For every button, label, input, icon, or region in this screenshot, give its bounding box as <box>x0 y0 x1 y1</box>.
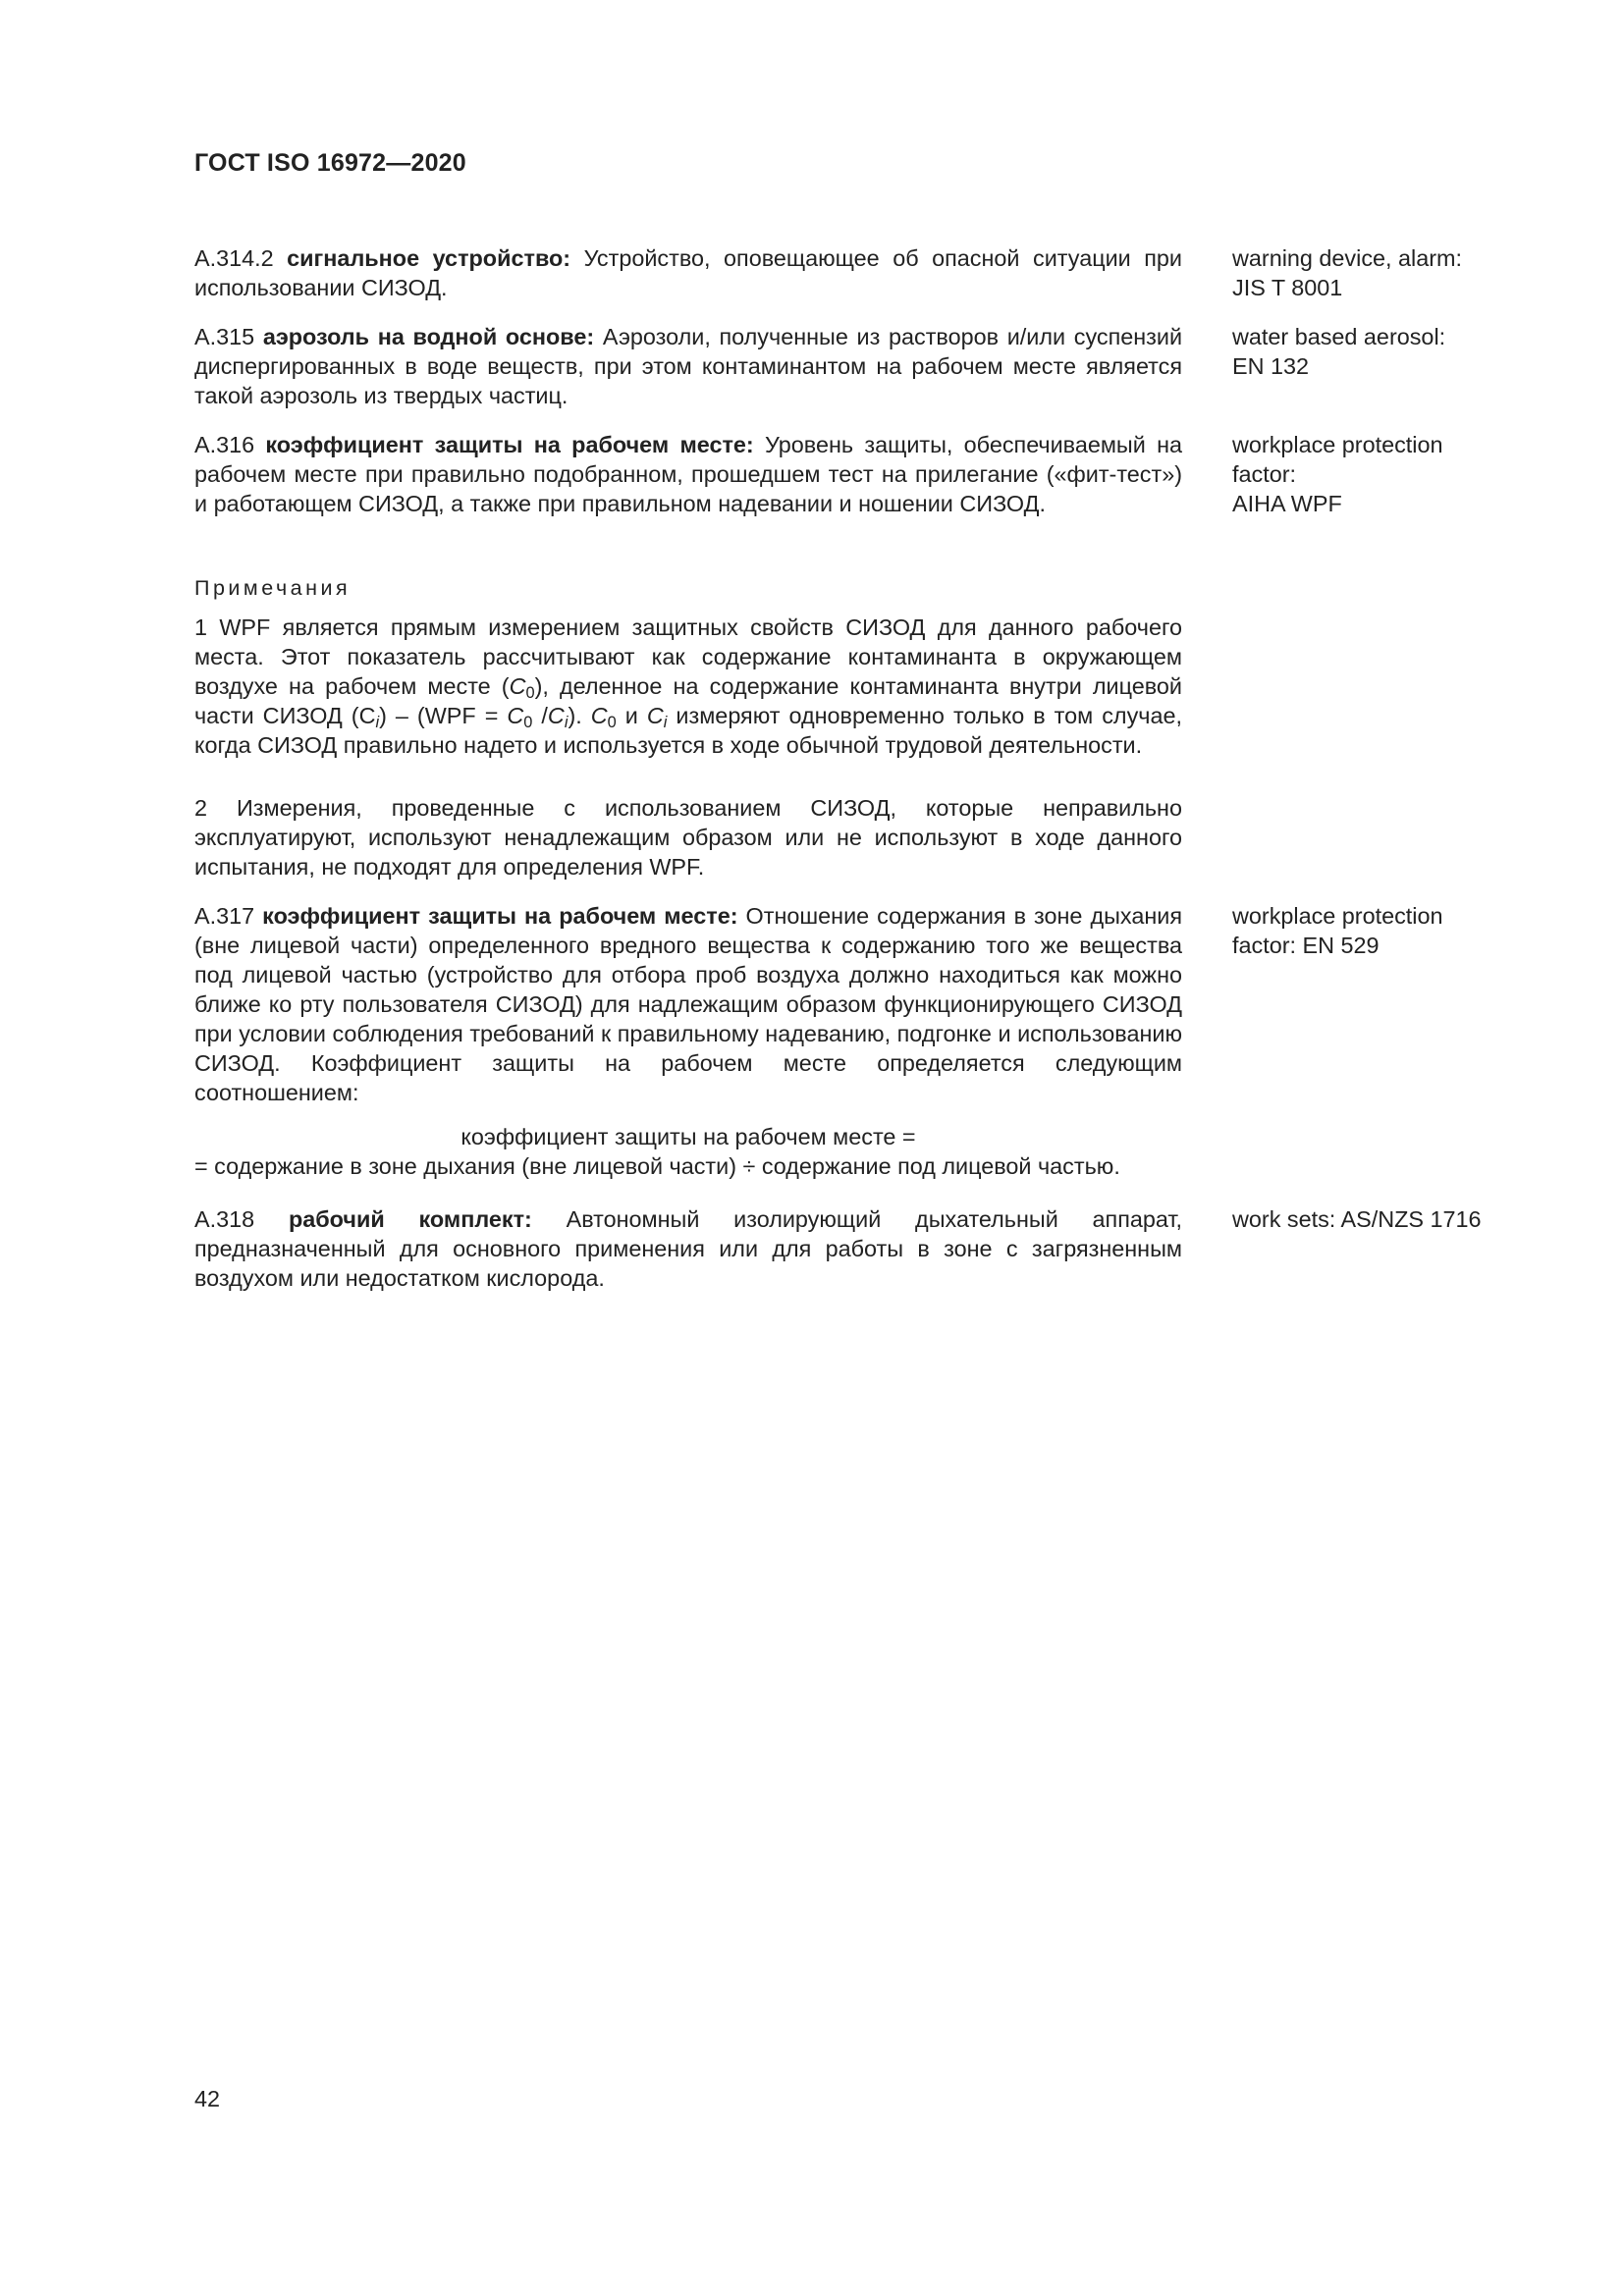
english-term-line: factor: EN 529 <box>1232 933 1380 958</box>
entry-number: A.314.2 <box>194 245 274 271</box>
entry-definition: Уровень защиты, обеспечиваемый на рабочем месте при правильно подобранном, прошедшем тест на прилегание («фит-тест») и работающем СИЗОД, а также при правильном надевании и ношении СИЗОД. <box>194 432 1182 516</box>
entry-term: коэффициент защиты на рабочем месте: <box>265 432 754 457</box>
entry-term: аэрозоль на водной основе: <box>262 324 595 349</box>
entry-a316-english-term <box>1232 430 1527 518</box>
entry-a314-2 <box>194 243 1182 302</box>
english-term-line: water based aerosol: <box>1232 324 1446 349</box>
english-term-line: AIHA WPF <box>1232 491 1342 516</box>
entry-a315 <box>194 322 1182 410</box>
entry-number: A.317 <box>194 903 255 929</box>
entry-number: A.316 <box>194 432 255 457</box>
entry-term: рабочий комплект: <box>288 1206 532 1232</box>
page-number: 42 <box>194 2086 221 2111</box>
entry-a318 <box>194 1204 1182 1293</box>
entry-definition: Аэрозоли, полученные из растворов и/или суспензий диспергированных в воде веществ, при этом контаминантом на рабочем месте является такой аэрозоль из твердых частиц. <box>194 324 1183 408</box>
note-1: 1 WPF является прямым измерением защитных свойств СИЗОД для данного рабочего места. Этот показатель рассчитывают как содержание контаминанта в окружающем воздухе на рабочем месте $(C_0)$, деленное на содержание контаминанта внутри лицевой части СИЗОД $(С_i) - (WPF = C_0$ $/C_i$). $C_0$ и $C_i$ измеряют одновременно только в том случае, когда СИЗОД правильно надето и используется в ходе обычной трудовой деятельности. <box>194 614 1182 758</box>
english-term-line: warning device, alarm: <box>1232 245 1463 271</box>
entry-definition: Устройство, оповещающее об опасной ситуации при использовании СИЗОД. <box>194 245 1182 300</box>
entry-a317-english-term <box>1232 901 1527 960</box>
notes-heading: Примечания <box>194 576 352 600</box>
english-term-line: workplace protection <box>1232 432 1443 457</box>
entry-definition: Отношение содержания в зоне дыхания (вне лицевой части) определенного вредного вещества к содержанию того же вещества под лицевой частью (устройство для отбора проб воздуха должно находиться как можно ближе ко рту пользователя СИЗОД) для надлежащим образом функционирующего СИЗОД при условии соблюдения требований к правильному надеванию, подгонке и использованию СИЗОД. Коэффициент защиты на рабочем месте определяется следующим соотношением: <box>194 903 1183 1105</box>
english-term-line: workplace protection <box>1232 903 1443 929</box>
formula-line-1: коэффициент защиты на рабочем месте = <box>460 1124 916 1149</box>
entry-a316 <box>194 430 1182 518</box>
entry-a318-english-term <box>1232 1204 1527 1234</box>
english-term-line: JIS T 8001 <box>1232 275 1343 300</box>
entry-a317 <box>194 901 1182 1107</box>
english-term-line: work sets: AS/NZS 1716 <box>1232 1206 1482 1232</box>
entry-term: сигнальное устройство: <box>287 245 571 271</box>
entry-a315-english-term <box>1232 322 1527 381</box>
english-term-line: EN 132 <box>1232 353 1310 379</box>
entry-number: A.315 <box>194 324 255 349</box>
formula-line-2: = содержание в зоне дыхания (вне лицевой части) ÷ содержание под лицевой частью. <box>194 1153 1120 1179</box>
entry-a314-2-english-term <box>1232 243 1527 302</box>
note-2: 2 Измерения, проведенные с использованием СИЗОД, которые неправильно эксплуатируют, используют ненадлежащим образом или не используют в ходе данного испытания, не подходят для определения WPF. <box>194 795 1182 880</box>
document-header: ГОСТ ISO 16972—2020 <box>194 149 466 177</box>
english-term-line: factor: <box>1232 461 1296 487</box>
entry-definition: Автономный изолирующий дыхательный аппарат, предназначенный для основного применения или для работы в зоне с загрязненным воздухом или недостатком кислорода. <box>194 1206 1183 1291</box>
entry-term: коэффициент защиты на рабочем месте: <box>262 903 738 929</box>
entry-number: A.318 <box>194 1206 255 1232</box>
